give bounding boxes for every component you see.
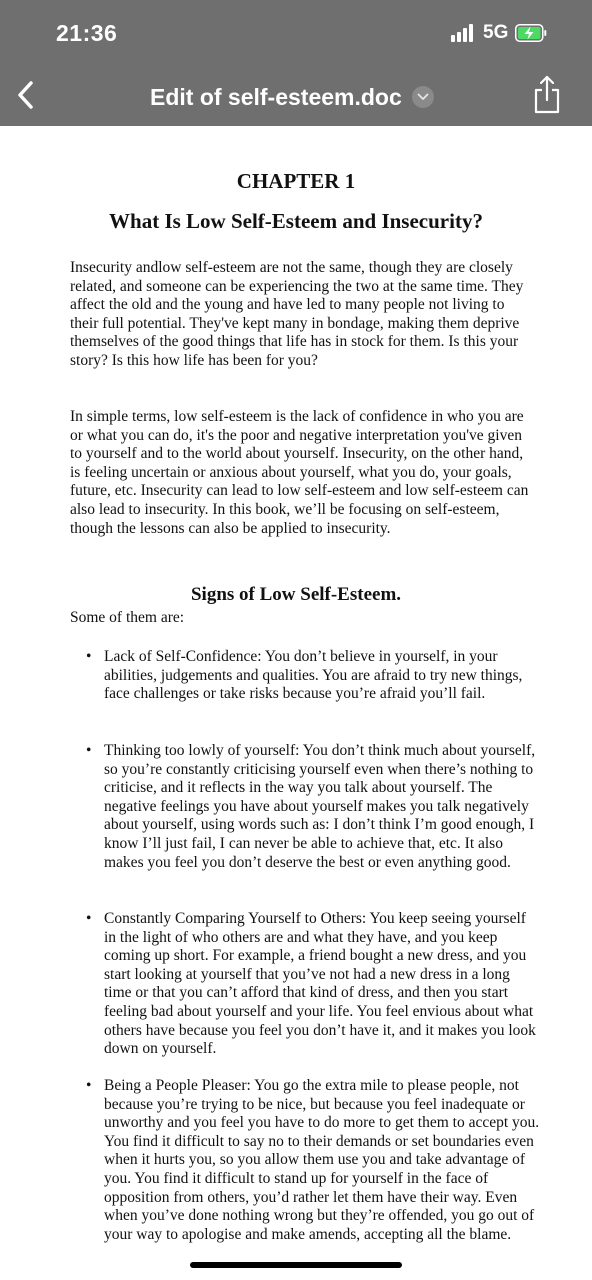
network-type: 5G — [483, 22, 509, 43]
section-heading: Signs of Low Self-Esteem. — [190, 584, 402, 605]
back-button[interactable] — [12, 78, 42, 112]
chapter-title: What Is Low Self-Esteem and Insecurity? — [109, 209, 483, 233]
document-title-menu[interactable] — [150, 82, 434, 112]
bullet-text: Being a People Pleaser: You go the extra mile to please people, not because you’re trying to be nice, but because you feel inadequate or unworthy and you feel you have to do more to get them to accept you. You find it difficult to say no to their demands or set boundaries even when it hurts you, so you allow them use you and take advantage of you. You find it difficult to stand up for yourself in the face of opposition from others, you’d rather let them have their way. Even when you’ve done nothing wrong but they’re offended, you go out of your way to apologise and make amends, accepting all the blame. — [104, 1077, 540, 1243]
paragraph-2: In simple terms, low self-esteem is the lack of confidence in who you are or what you can do, it's the poor and negative interpretation you've given to yourself and to the world about yourself. Insecurity, on the other hand, is feeling uncertain or anxious about yourself, what you do, your goals, future, etc. Insecurity can lead to low self-esteem and low self-esteem can also lead to insecurity. In this book, we’ll be focusing on self-esteem, though the lessons can also be applied to insecurity. — [70, 408, 529, 537]
bullet-item — [86, 648, 540, 704]
chapter-number: CHAPTER 1 — [236, 169, 356, 193]
bullet-dot-icon: • — [86, 648, 92, 665]
app-header — [0, 0, 592, 126]
chevron-down-icon[interactable] — [412, 86, 434, 108]
battery-charging-icon — [515, 24, 547, 42]
paragraph-1: Insecurity andlow self-esteem are not the same, though they are closely related, and someone can be experiencing the two at the same time. They affect the old and the young and have led to many people not living to their full potential. They've kept many in bondage, making them deprive themselves of the good things that life has in stock for them. Is this your story? Is this how life has been for you? — [70, 259, 524, 369]
bullet-item — [86, 742, 540, 872]
bullet-dot-icon: • — [86, 1077, 92, 1094]
document-page[interactable] — [0, 126, 592, 1280]
share-button[interactable] — [532, 74, 562, 114]
bullet-text: Constantly Comparing Yourself to Others: You keep seeing yourself in the light of who others are and what they have, and you keep coming up short. For example, a friend bought a new dress, and you start looking at yourself that you’ve not had a new dress in a long time or that you can’t afford that kind of dress, and then you start feeling bad about yourself and your life. You feel envious about what others have because you feel you don’t have it, and it makes you look down on yourself. — [104, 910, 536, 1058]
home-indicator[interactable] — [190, 1262, 402, 1268]
bullet-text: Lack of Self-Confidence: You don’t believe in yourself, in your abilities, judgements and qualities. You are afraid to try new things, face challenges or take risks because you’re afraid you’ll fail. — [104, 648, 523, 703]
status-time: 21:36 — [56, 20, 118, 46]
bullet-item — [86, 910, 540, 1059]
bullet-text: Thinking too lowly of yourself: You don’t think much about yourself, so you’re constantly criticising yourself even when there’s nothing to criticise, and it reflects in the way you talk about yourself. The negative feelings you have about yourself makes you talk negatively about yourself, using words such as: I don’t think I’m good enough, I know I’ll just fail, I can never be able to achieve that, etc. It also makes you feel you don’t deserve the best or even anything good. — [104, 742, 536, 871]
bullet-dot-icon: • — [86, 742, 92, 759]
document-title: Edit of self-esteem.doc — [150, 83, 402, 110]
cellular-signal-icon — [451, 24, 477, 42]
bullet-item — [86, 1077, 540, 1244]
section-intro: Some of them are: — [70, 609, 185, 626]
bullet-dot-icon: • — [86, 910, 92, 927]
